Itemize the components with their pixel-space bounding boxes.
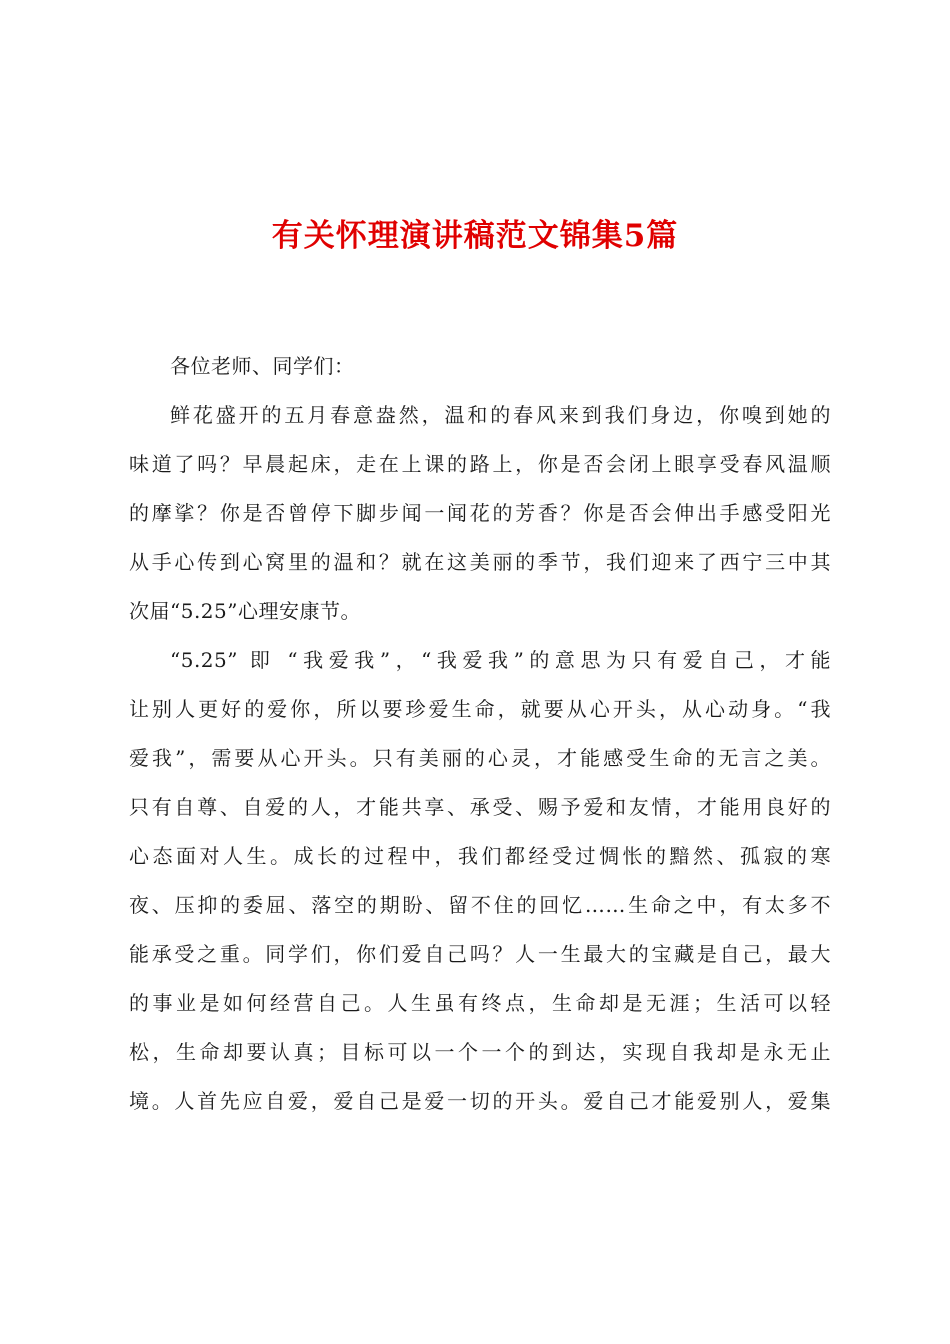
salutation: 各位老师、同学们： (170, 354, 355, 378)
paragraph-line: 心态面对人生。成长的过程中，我们都经受过惆怅的黯然、孤寂的寒 (129, 844, 831, 868)
document-title: 有关怀理演讲稿范文锦集5篇 (271, 218, 679, 254)
paragraph-line: 松，生命却要认真；目标可以一个一个的到达，实现自我却是永无止 (129, 1040, 831, 1064)
paragraph-line: 的摩挲？你是否曾停下脚步闻一闻花的芳香？你是否会伸出手感受阳光 (129, 501, 831, 525)
paragraph-line: 境。人首先应自爱，爱自己是爱一切的开头。爱自己才能爱别人，爱集 (129, 1089, 831, 1113)
paragraph-line: 让别人更好的爱你，所以要珍爱生命，就要从心开头，从心动身。“我 (129, 697, 831, 721)
paragraph-line: 次届“5.25”心理安康节。 (129, 599, 361, 623)
paragraph-line: 能承受之重。同学们，你们爱自己吗？人一生最大的宝藏是自己，最大 (129, 942, 831, 966)
paragraph-line: 味道了吗？早晨起床，走在上课的路上，你是否会闭上眼享受春风温顺 (129, 452, 831, 476)
document-body (129, 342, 831, 1126)
paragraph-line: 夜、压抑的委屈、落空的期盼、留不住的回忆……生命之中，有太多不 (129, 893, 831, 917)
paragraph-line: 只有自尊、自爱的人，才能共享、承受、赐予爱和友情，才能用良好的 (129, 795, 831, 819)
paragraph-line: 从手心传到心窝里的温和？就在这美丽的季节，我们迎来了西宁三中其 (129, 550, 831, 574)
paragraph-line: 爱我”，需要从心开头。只有美丽的心灵，才能感受生命的无言之美。 (129, 746, 831, 770)
paragraph-line: “5.25” 即 “我爱我”，“我爱我”的意思为只有爱自己，才能 (170, 648, 831, 672)
paragraph-line: 鲜花盛开的五月春意盎然，温和的春风来到我们身边，你嗅到她的 (170, 403, 831, 427)
paragraph-1 (129, 391, 831, 636)
paragraph-2 (129, 636, 831, 1126)
paragraph-line: 的事业是如何经营自己。人生虽有终点，生命却是无涯；生活可以轻 (129, 991, 831, 1015)
